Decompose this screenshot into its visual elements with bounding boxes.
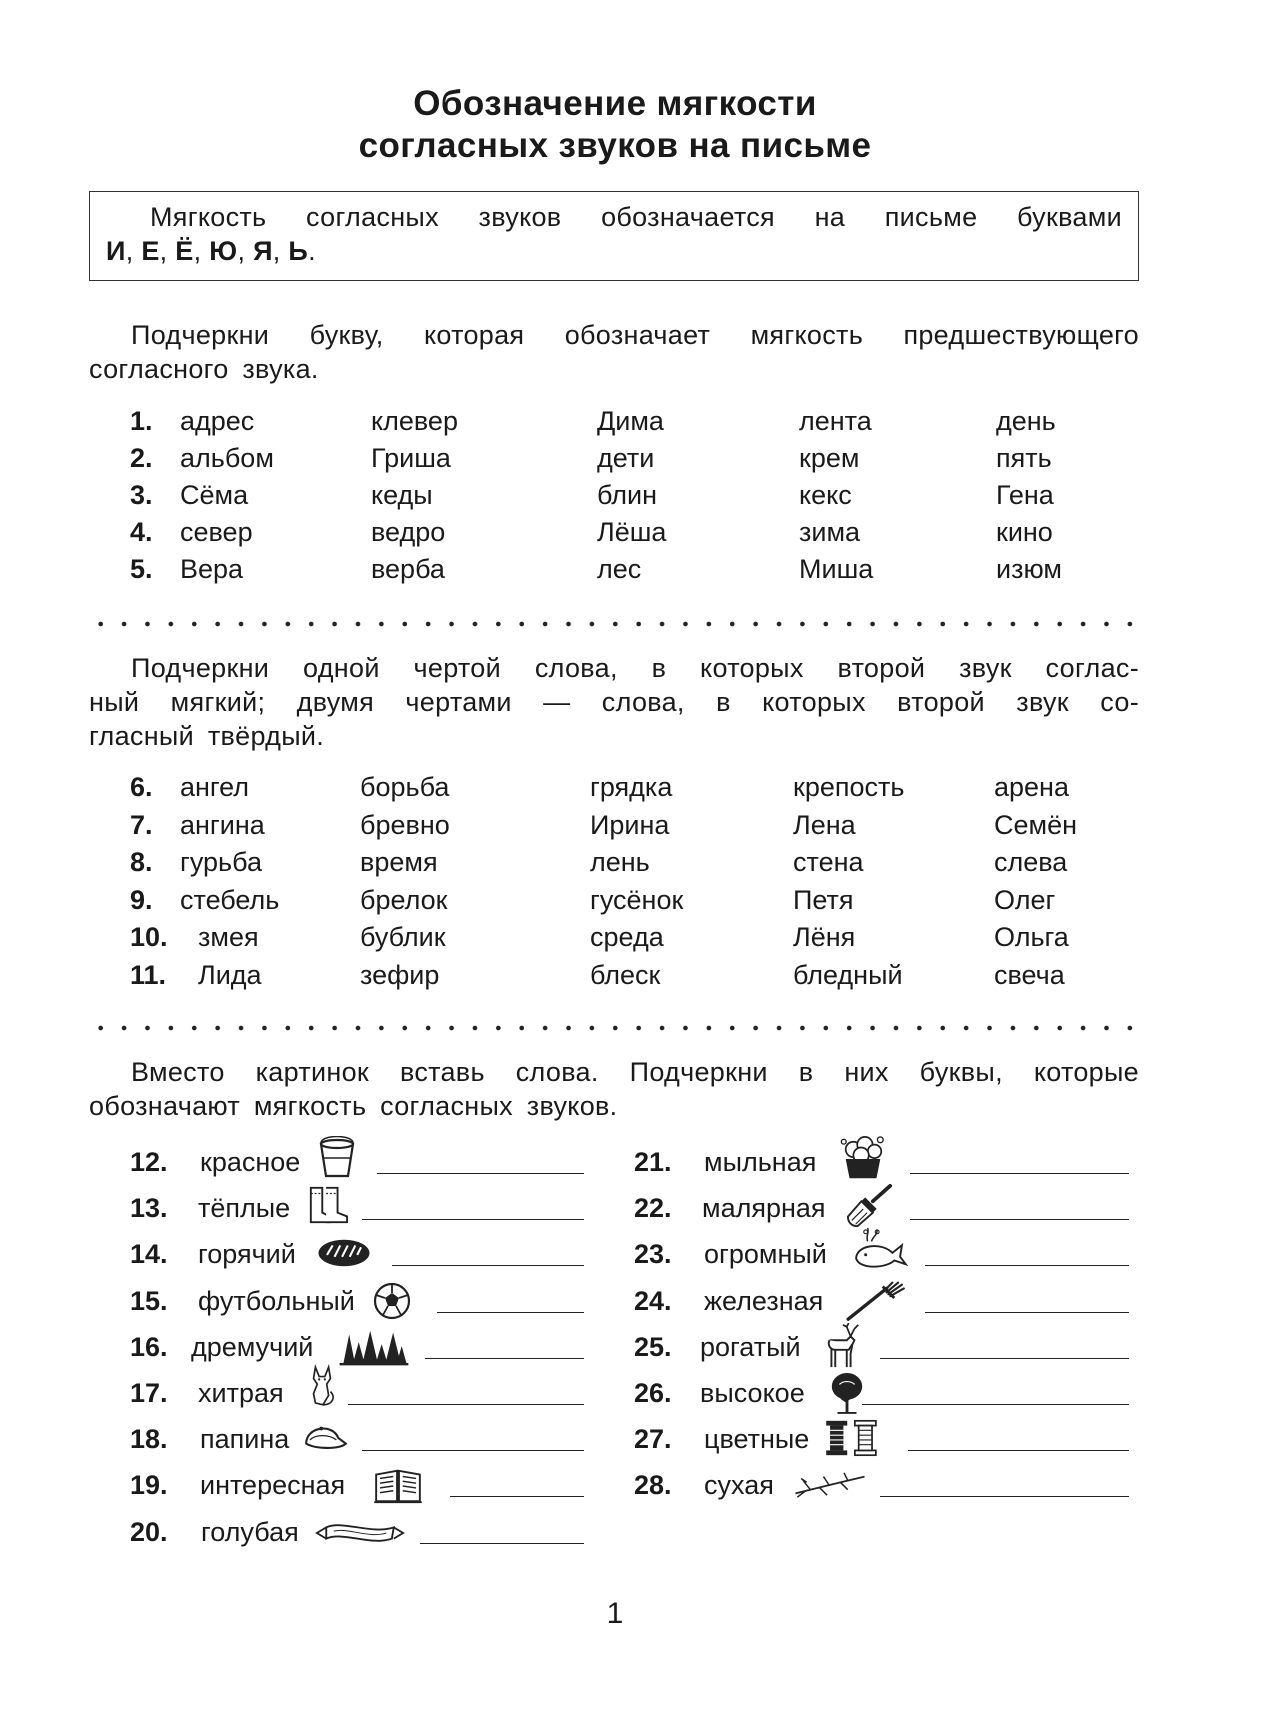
adjective-word: малярная	[702, 1193, 826, 1224]
page-title-line-1: Обозначение мягкости	[413, 84, 817, 123]
adjective-word: цветные	[704, 1424, 810, 1455]
word: ведро	[371, 517, 446, 547]
task1-row	[0, 402, 1270, 440]
ribbon-icon	[314, 1518, 406, 1548]
answer-blank[interactable]	[862, 1404, 1129, 1405]
item-number: 8.	[130, 847, 153, 877]
task1-instruction-line-1: Подчеркни букву, которая обозначает мягкость предшествующего	[131, 320, 1139, 350]
word: Петя	[793, 884, 854, 915]
word: лента	[799, 406, 872, 436]
dotted-separator	[89, 620, 1141, 628]
rule-letter: Ё	[175, 236, 194, 266]
answer-blank[interactable]	[880, 1358, 1129, 1359]
word: брелок	[360, 884, 448, 915]
word: стена	[793, 847, 864, 877]
word: Ирина	[590, 809, 670, 840]
item-number: 22.	[634, 1193, 672, 1224]
foam-icon	[838, 1134, 888, 1186]
item-number: 14.	[130, 1239, 168, 1270]
adjective-word: дремучий	[191, 1331, 314, 1362]
word: Лёня	[793, 922, 856, 952]
answer-blank[interactable]	[880, 1496, 1129, 1497]
adjective-word: хитрая	[198, 1378, 284, 1408]
adjective-word: огромный	[704, 1239, 827, 1270]
answer-blank[interactable]	[910, 1219, 1129, 1220]
word: среда	[590, 922, 664, 952]
deer-icon	[818, 1323, 864, 1369]
word: свеча	[994, 959, 1065, 990]
item-number: 24.	[634, 1285, 672, 1316]
answer-blank[interactable]	[925, 1265, 1129, 1266]
dotted-separator	[89, 1024, 1141, 1032]
item-number: 19.	[130, 1470, 168, 1501]
rule-letter: Ю	[209, 236, 238, 266]
word: изюм	[996, 554, 1062, 584]
fill-in-item	[0, 1188, 1270, 1228]
page-number: 1	[606, 1597, 624, 1630]
word: гурьба	[180, 847, 262, 877]
word: Семён	[994, 809, 1078, 840]
task2-instruction-line-1: Подчеркни одной чертой слова, в которых второй звук соглас-	[131, 653, 1139, 683]
word: ангел	[180, 772, 250, 802]
task1-row	[0, 439, 1270, 477]
adjective-word: голубая	[201, 1516, 299, 1547]
task1-row	[0, 476, 1270, 514]
adjective-word: горячий	[198, 1239, 296, 1270]
fill-in-item	[0, 1327, 1270, 1367]
word: клевер	[371, 406, 458, 436]
answer-blank[interactable]	[908, 1450, 1129, 1451]
word: день	[996, 406, 1056, 436]
item-number: 11.	[130, 959, 167, 990]
word: грядка	[590, 772, 673, 802]
item-number: 13.	[130, 1193, 168, 1224]
word: бледный	[793, 959, 903, 990]
word: кекс	[799, 480, 852, 510]
word: арена	[994, 772, 1069, 802]
task2-row	[0, 843, 1270, 881]
adjective-word: футбольный	[198, 1285, 355, 1316]
word: Вера	[180, 554, 244, 584]
task1-row	[0, 513, 1270, 551]
rule-end: .	[308, 236, 316, 266]
word: лень	[590, 847, 650, 877]
rule-letter: И	[106, 236, 126, 266]
item-number: 21.	[634, 1147, 672, 1177]
item-number: 9.	[130, 884, 153, 915]
item-number: 7.	[130, 809, 153, 840]
task2-row	[0, 768, 1270, 806]
word: борьба	[360, 772, 450, 802]
adjective-word: папина	[200, 1424, 290, 1455]
adjective-word: мыльная	[704, 1147, 817, 1177]
item-number: 12.	[130, 1147, 168, 1177]
answer-blank[interactable]	[420, 1543, 584, 1544]
fill-in-item	[0, 1281, 1270, 1321]
item-number: 1.	[130, 406, 153, 436]
item-number: 18.	[130, 1424, 168, 1455]
tree-icon	[828, 1371, 866, 1415]
thread-icon	[822, 1417, 882, 1459]
word: блеск	[590, 959, 661, 990]
word: зефир	[360, 959, 440, 990]
item-number: 6.	[130, 772, 153, 802]
word: время	[360, 847, 438, 877]
task1-instruction-line-2: согласного звука.	[89, 354, 319, 384]
word: Гена	[996, 480, 1054, 510]
item-number: 23.	[634, 1239, 672, 1270]
item-number: 15.	[130, 1285, 168, 1316]
answer-blank[interactable]	[910, 1173, 1129, 1174]
word: Миша	[799, 554, 874, 584]
word: Лёша	[597, 517, 667, 547]
word: стебель	[180, 884, 280, 915]
rule-letter: Е	[141, 236, 160, 266]
page-title-line-2: согласных звуков на письме	[358, 126, 872, 165]
word: дети	[597, 443, 655, 473]
rule-box	[89, 191, 1139, 281]
item-number: 28.	[634, 1470, 672, 1501]
word: крепость	[793, 772, 905, 802]
item-number: 2.	[130, 443, 153, 473]
word: север	[180, 517, 253, 547]
fill-in-item	[0, 1142, 1270, 1182]
fill-in-item	[0, 1234, 1270, 1274]
item-number: 10.	[130, 922, 168, 952]
task2-row	[0, 806, 1270, 844]
rule-letters	[106, 234, 316, 268]
rule-sep: ,	[125, 236, 134, 266]
word: Лида	[198, 959, 262, 990]
rule-letter: Ь	[288, 236, 309, 266]
task2-instruction-line-3: гласный твёрдый.	[89, 721, 325, 751]
brush-icon	[844, 1184, 894, 1230]
adjective-word: рогатый	[700, 1331, 801, 1362]
word: змея	[198, 922, 259, 952]
fill-in-item	[0, 1419, 1270, 1459]
word: Олег	[994, 884, 1056, 915]
word: кеды	[371, 480, 433, 510]
task2-row	[0, 918, 1270, 956]
word: адрес	[180, 406, 255, 436]
adjective-word: красное	[200, 1147, 301, 1177]
item-number: 25.	[634, 1331, 672, 1362]
item-number: 16.	[130, 1331, 168, 1362]
task3-instruction-line-2: обозначают мягкость согласных звуков.	[89, 1091, 618, 1121]
task2-row	[0, 956, 1270, 994]
word: блин	[597, 480, 657, 510]
fill-in-item	[0, 1512, 1270, 1552]
answer-blank[interactable]	[925, 1312, 1129, 1313]
adjective-word: высокое	[700, 1378, 805, 1408]
word: пять	[996, 443, 1052, 473]
word: Лена	[793, 809, 856, 840]
word: крем	[799, 443, 860, 473]
word: Дима	[597, 406, 664, 436]
word: Гриша	[371, 443, 451, 473]
item-number: 3.	[130, 480, 153, 510]
task2-instruction-line-2: ный мягкий; двумя чертами — слова, в которых второй звук со-	[89, 687, 1139, 717]
word: верба	[371, 554, 445, 584]
rule-letter: Я	[253, 236, 273, 266]
word: кино	[996, 517, 1053, 547]
rule-text: Мягкость согласных звуков обозначается на письме буквами	[150, 202, 1122, 232]
task2-row	[0, 881, 1270, 919]
word: лес	[597, 554, 642, 584]
word: Сёма	[180, 480, 249, 510]
rule-sep: ,	[193, 236, 202, 266]
item-number: 5.	[130, 554, 153, 584]
word: бревно	[360, 809, 450, 840]
item-number: 20.	[130, 1516, 168, 1547]
fill-in-item	[0, 1373, 1270, 1413]
fork-icon	[842, 1275, 910, 1323]
item-number: 27.	[634, 1424, 672, 1455]
word: Ольга	[994, 922, 1069, 952]
word: альбом	[180, 443, 274, 473]
item-number: 26.	[634, 1378, 672, 1408]
word: слева	[994, 847, 1068, 877]
task1-row	[0, 550, 1270, 588]
word: ангина	[180, 809, 265, 840]
rule-sep: ,	[159, 236, 168, 266]
adjective-word: тёплые	[198, 1193, 291, 1224]
word: бублик	[360, 922, 446, 952]
word: зима	[799, 517, 861, 547]
word: гусёнок	[590, 884, 684, 915]
whale-icon	[852, 1228, 908, 1270]
item-number: 17.	[130, 1378, 168, 1408]
branch-icon	[790, 1471, 870, 1499]
rule-sep: ,	[237, 236, 246, 266]
rule-sep: ,	[272, 236, 281, 266]
item-number: 4.	[130, 517, 153, 547]
adjective-word: интересная	[200, 1470, 346, 1501]
fill-in-item	[0, 1465, 1270, 1505]
adjective-word: сухая	[704, 1470, 774, 1501]
adjective-word: железная	[704, 1285, 824, 1316]
task3-instruction-line-1: Вместо картинок вставь слова. Подчеркни в них буквы, которые	[131, 1057, 1139, 1087]
